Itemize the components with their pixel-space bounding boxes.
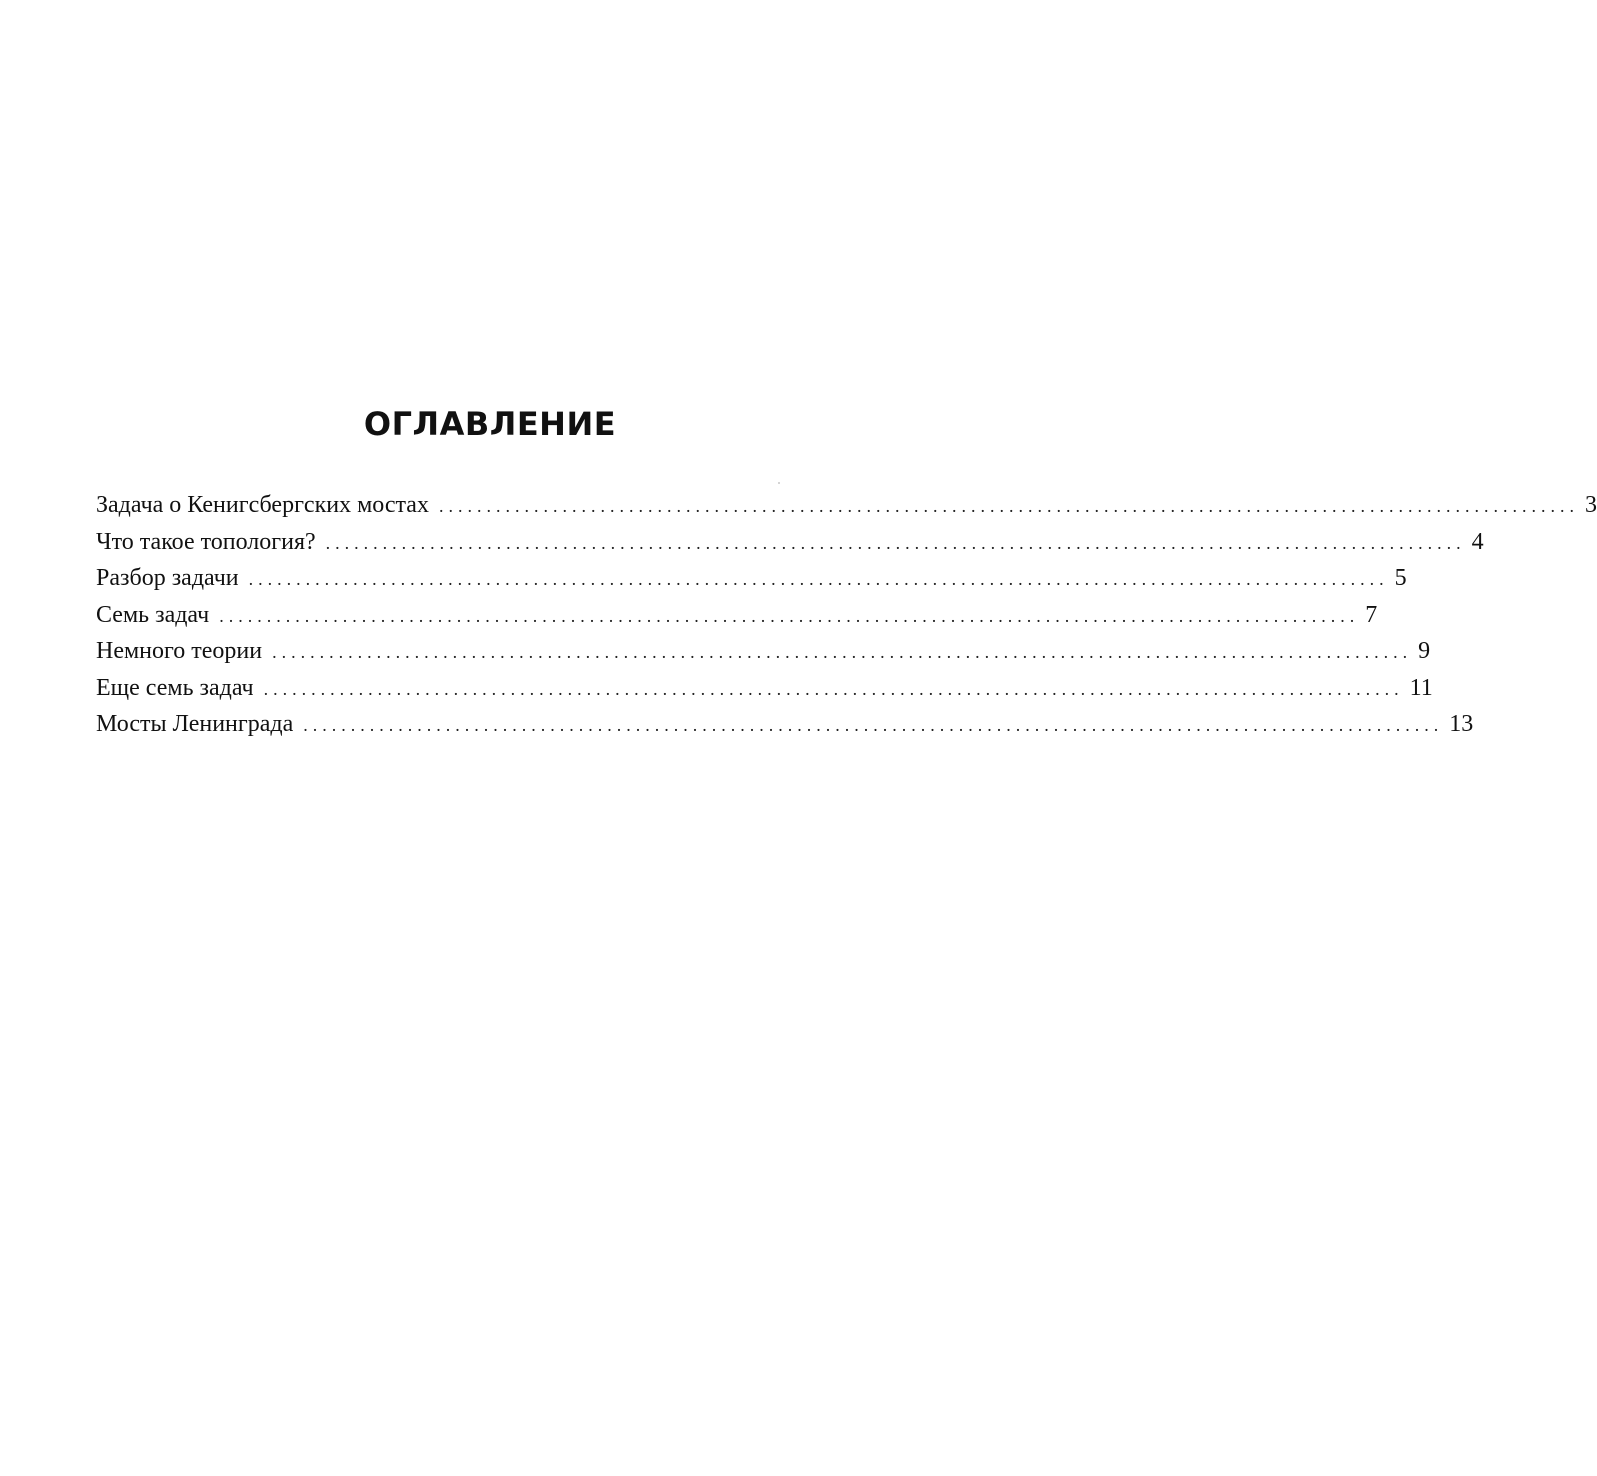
toc-entry-page: 3 — [1584, 492, 1597, 518]
toc-entry[interactable] — [96, 528, 1484, 566]
dot-leader: ........................................................................................................................ — [325, 532, 1466, 553]
toc-entry[interactable] — [96, 638, 1431, 675]
toc-entry[interactable] — [96, 711, 1474, 748]
toc-entry[interactable] — [96, 674, 1433, 712]
toc-entry-page: 4 — [1471, 528, 1484, 555]
dot-leader: ........................................................................................................................ — [248, 569, 1389, 589]
toc-entry-title: Немного теории — [96, 638, 263, 664]
dot-leader: ........................................................................................................................ — [263, 678, 1404, 699]
page-title: ОГЛАВЛЕНИЕ — [363, 405, 617, 443]
table-of-contents — [96, 492, 1597, 748]
toc-entry-title: Разбор задачи — [96, 565, 239, 591]
dot-leader: ........................................................................................................................ — [438, 496, 1579, 516]
toc-entry-title: Задача о Кенигсбергских мостах — [96, 492, 429, 518]
toc-entry-title: Еще семь задач — [96, 674, 254, 701]
dot-leader: ........................................................................................................................ — [303, 715, 1444, 735]
dot-leader: ........................................................................................................................ — [219, 605, 1360, 626]
toc-entry-title: Что такое топология? — [96, 528, 316, 555]
toc-entry-page: 13 — [1449, 711, 1474, 737]
toc-entry-page: 9 — [1418, 638, 1431, 664]
toc-entry-title: Семь задач — [96, 601, 210, 628]
paper-speck — [778, 482, 780, 484]
toc-entry-page: 5 — [1394, 565, 1407, 591]
toc-entry[interactable] — [96, 601, 1378, 639]
toc-entry-page: 11 — [1409, 674, 1433, 701]
toc-entry-page: 7 — [1365, 601, 1378, 628]
toc-entry[interactable] — [96, 492, 1597, 529]
dot-leader: ........................................................................................................................ — [272, 642, 1413, 662]
toc-entry[interactable] — [96, 565, 1407, 602]
toc-entry-title: Мосты Ленинграда — [96, 711, 294, 737]
